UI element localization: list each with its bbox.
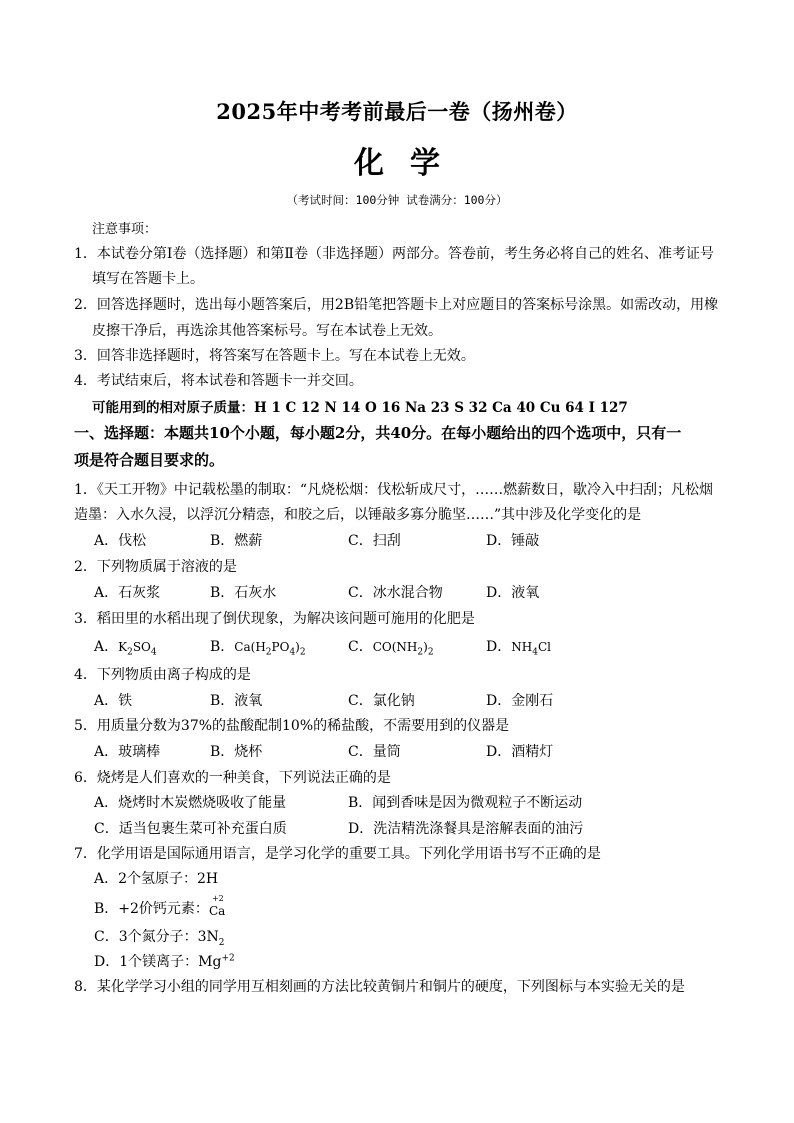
option: A．石灰浆	[94, 585, 161, 601]
option: D．金刚石	[486, 693, 554, 709]
option-3c: C．$CO(NH_2)_2$	[348, 639, 434, 658]
option-7d: D．1个镁离子：$Mg^{+2}$	[94, 953, 235, 970]
question-7: 7．化学用语是国际通用语言，是学习化学的重要工具。下列化学用语书写不正确的是	[74, 846, 601, 862]
option: A．伐松	[94, 533, 147, 549]
note-line: 2．回答选择题时，选出每小题答案后，用2B铅笔把答题卡上对应题目的答案标号涂黑。如需改动，用橡	[74, 297, 719, 313]
option: D．洗洁精洗涤餐具是溶解表面的油污	[348, 821, 584, 837]
option: D．锤敲	[486, 533, 540, 549]
subject-title: 化学	[354, 146, 466, 181]
question-2: 2．下列物质属于溶液的是	[74, 559, 237, 575]
option-7c: C．3个氮分子：$3N_2$	[94, 929, 225, 948]
question-1-cont: 造墨：入水久浸，以浮沉分精悫，和胶之后，以锤敲多寡分脆坚……”其中涉及化学变化的是	[74, 507, 642, 523]
option-3d: D．$NH_4Cl$	[486, 639, 551, 658]
note-line: 3．回答非选择题时，将答案写在答题卡上。写在本试卷上无效。	[74, 348, 475, 364]
option: B．烧杯	[210, 744, 263, 760]
option-3a: A．$K_2SO_4$	[94, 639, 157, 658]
note-line: 1．本试卷分第Ⅰ卷（选择题）和第Ⅱ卷（非选择题）两部分。答卷前，考生务必将自己的姓名、准考证号	[74, 246, 714, 262]
option-3b: B．$Ca(H_2PO_4)_2$	[210, 639, 306, 658]
note-line: 4．考试结束后，将本试卷和答题卡一并交回。	[74, 373, 363, 389]
option: C．量筒	[348, 744, 401, 760]
option: A．烧烤时木炭燃烧吸收了能量	[94, 795, 287, 811]
option-7b: B．+2价钙元素： +2 Ca	[94, 894, 226, 918]
option: A．玻璃棒	[94, 744, 161, 760]
option: C．氯化钠	[348, 693, 415, 709]
question-4: 4．下列物质由离子构成的是	[74, 667, 251, 683]
option: B．石灰水	[210, 585, 277, 601]
page-title: 2025年中考考前最后一卷（扬州卷）	[216, 99, 578, 124]
question-6: 6．烧烤是人们喜欢的一种美食，下列说法正确的是	[74, 770, 391, 786]
option: C．冰水混合物	[348, 585, 443, 601]
question-5: 5．用质量分数为37%的盐酸配制10%的稀盐酸，不需要用到的仪器是	[74, 718, 510, 734]
option: B．燃薪	[210, 533, 263, 549]
option: B．闻到香味是因为微观粒子不断运动	[348, 795, 583, 811]
option: A．2个氢原子：2H	[94, 871, 219, 887]
option: C．扫刮	[348, 533, 401, 549]
atomic-mass-line: 可能用到的相对原子质量：H 1 C 12 N 14 O 16 Na 23 S 32 Ca 40 Cu 64 I 127	[92, 400, 628, 416]
notes-heading: 注意事项：	[92, 222, 158, 237]
option: C．适当包裹生菜可补充蛋白质	[94, 821, 287, 837]
question-8: 8．某化学学习小组的同学用互相刻画的方法比较黄铜片和铜片的硬度，下列图标与本实验无关的是	[74, 979, 685, 995]
option: D．液氧	[486, 585, 540, 601]
note-line: 皮擦干净后，再选涂其他答案标号。写在本试卷上无效。	[92, 323, 442, 339]
charged-calcium-symbol: +2 Ca	[208, 894, 226, 918]
section-heading: 一、选择题：本题共10个小题，每小题2分，共40分。在每小题给出的四个选项中，只有一	[74, 424, 682, 442]
option: A．铁	[94, 693, 133, 709]
exam-meta: （考试时间：100分钟 试卷满分：100分）	[286, 193, 508, 207]
note-line: 填写在答题卡上。	[92, 271, 204, 287]
option: B．液氧	[210, 693, 263, 709]
question-1: 1．《天工开物》中记载松墨的制取：“凡烧松烟：伐松斩成尺寸，……燃薪数日，歇冷入中扫刮；凡松烟	[74, 482, 714, 498]
question-3: 3．稻田里的水稻出现了倒伏现象，为解决该问题可施用的化肥是	[74, 611, 475, 627]
option: D．酒精灯	[486, 744, 554, 760]
section-heading-cont: 项是符合题目要求的。	[74, 451, 225, 469]
